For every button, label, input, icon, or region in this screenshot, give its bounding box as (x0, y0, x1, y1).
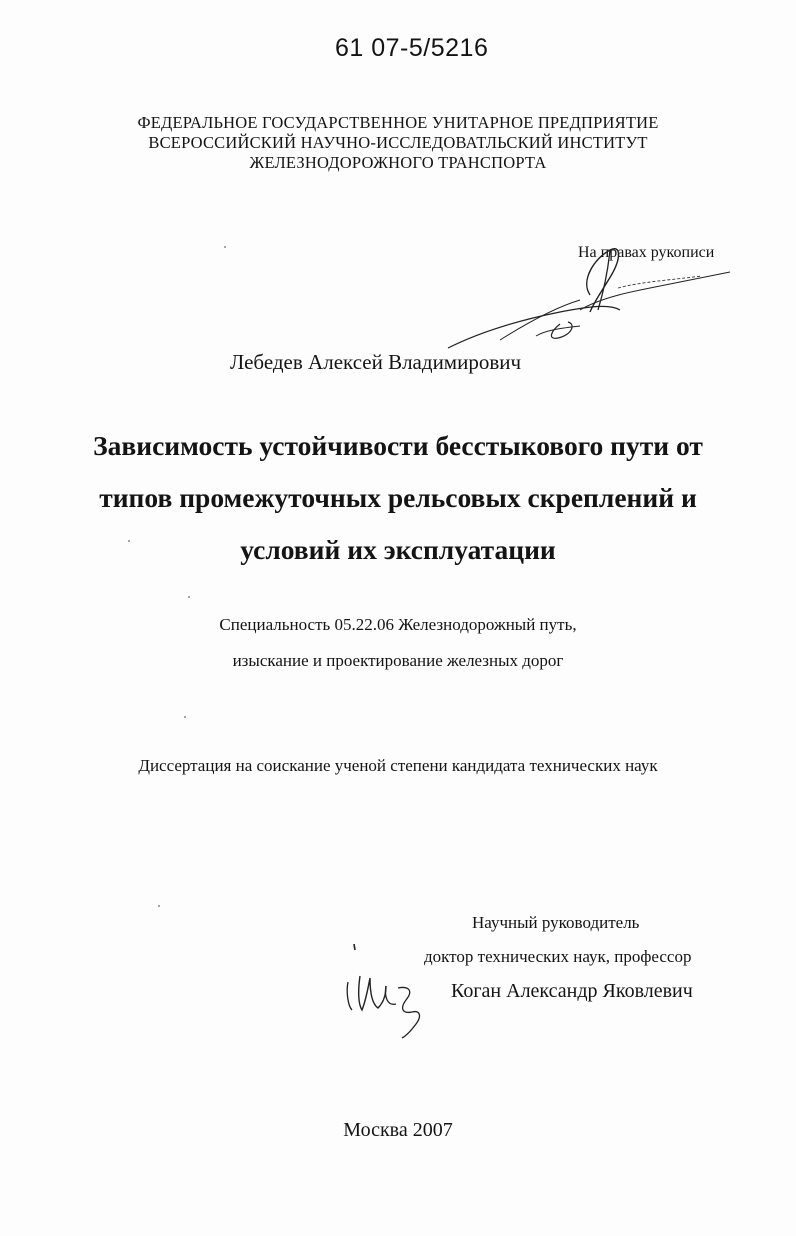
scan-speck (224, 246, 226, 248)
organization-line-2: ВСЕРОССИЙСКИЙ НАУЧНО-ИССЛЕДОВАТЛЬСКИЙ ИНСТИТУТ (148, 133, 648, 152)
supervisor-rank: доктор технических наук, профессор (424, 947, 692, 966)
author-name: Лебедев Алексей Владимирович (230, 350, 522, 374)
specialty-line-1: Специальность 05.22.06 Железнодорожный путь, (219, 615, 577, 634)
supervisor-role: Научный руководитель (472, 913, 640, 932)
supervisor-name: Коган Александр Яковлевич (451, 980, 693, 1002)
manuscript-note: На правах рукописи (578, 244, 715, 261)
document-number: 61 07-5/5216 (335, 34, 489, 62)
title-line-2: типов промежуточных рельсовых скреплений и (99, 482, 697, 513)
scan-speck (184, 716, 186, 718)
organization-line-1: ФЕДЕРАЛЬНОЕ ГОСУДАРСТВЕННОЕ УНИТАРНОЕ ПРЕДПРИЯТИЕ (137, 113, 659, 132)
supervisor-signature (340, 940, 430, 1040)
author-signature (440, 240, 740, 360)
degree-statement: Диссертация на соискание ученой степени кандидата технических наук (138, 756, 658, 775)
title-line-1: Зависимость устойчивости бесстыкового пути от (93, 430, 703, 461)
organization-line-3: ЖЕЛЕЗНОДОРОЖНОГО ТРАНСПОРТА (249, 153, 547, 172)
scan-speck (128, 540, 130, 542)
specialty-line-2: изыскание и проектирование железных дорог (232, 651, 564, 670)
scan-speck (158, 905, 160, 907)
city-year: Москва 2007 (343, 1119, 453, 1141)
title-line-3: условий их эксплуатации (240, 534, 556, 565)
scan-speck (188, 596, 190, 598)
